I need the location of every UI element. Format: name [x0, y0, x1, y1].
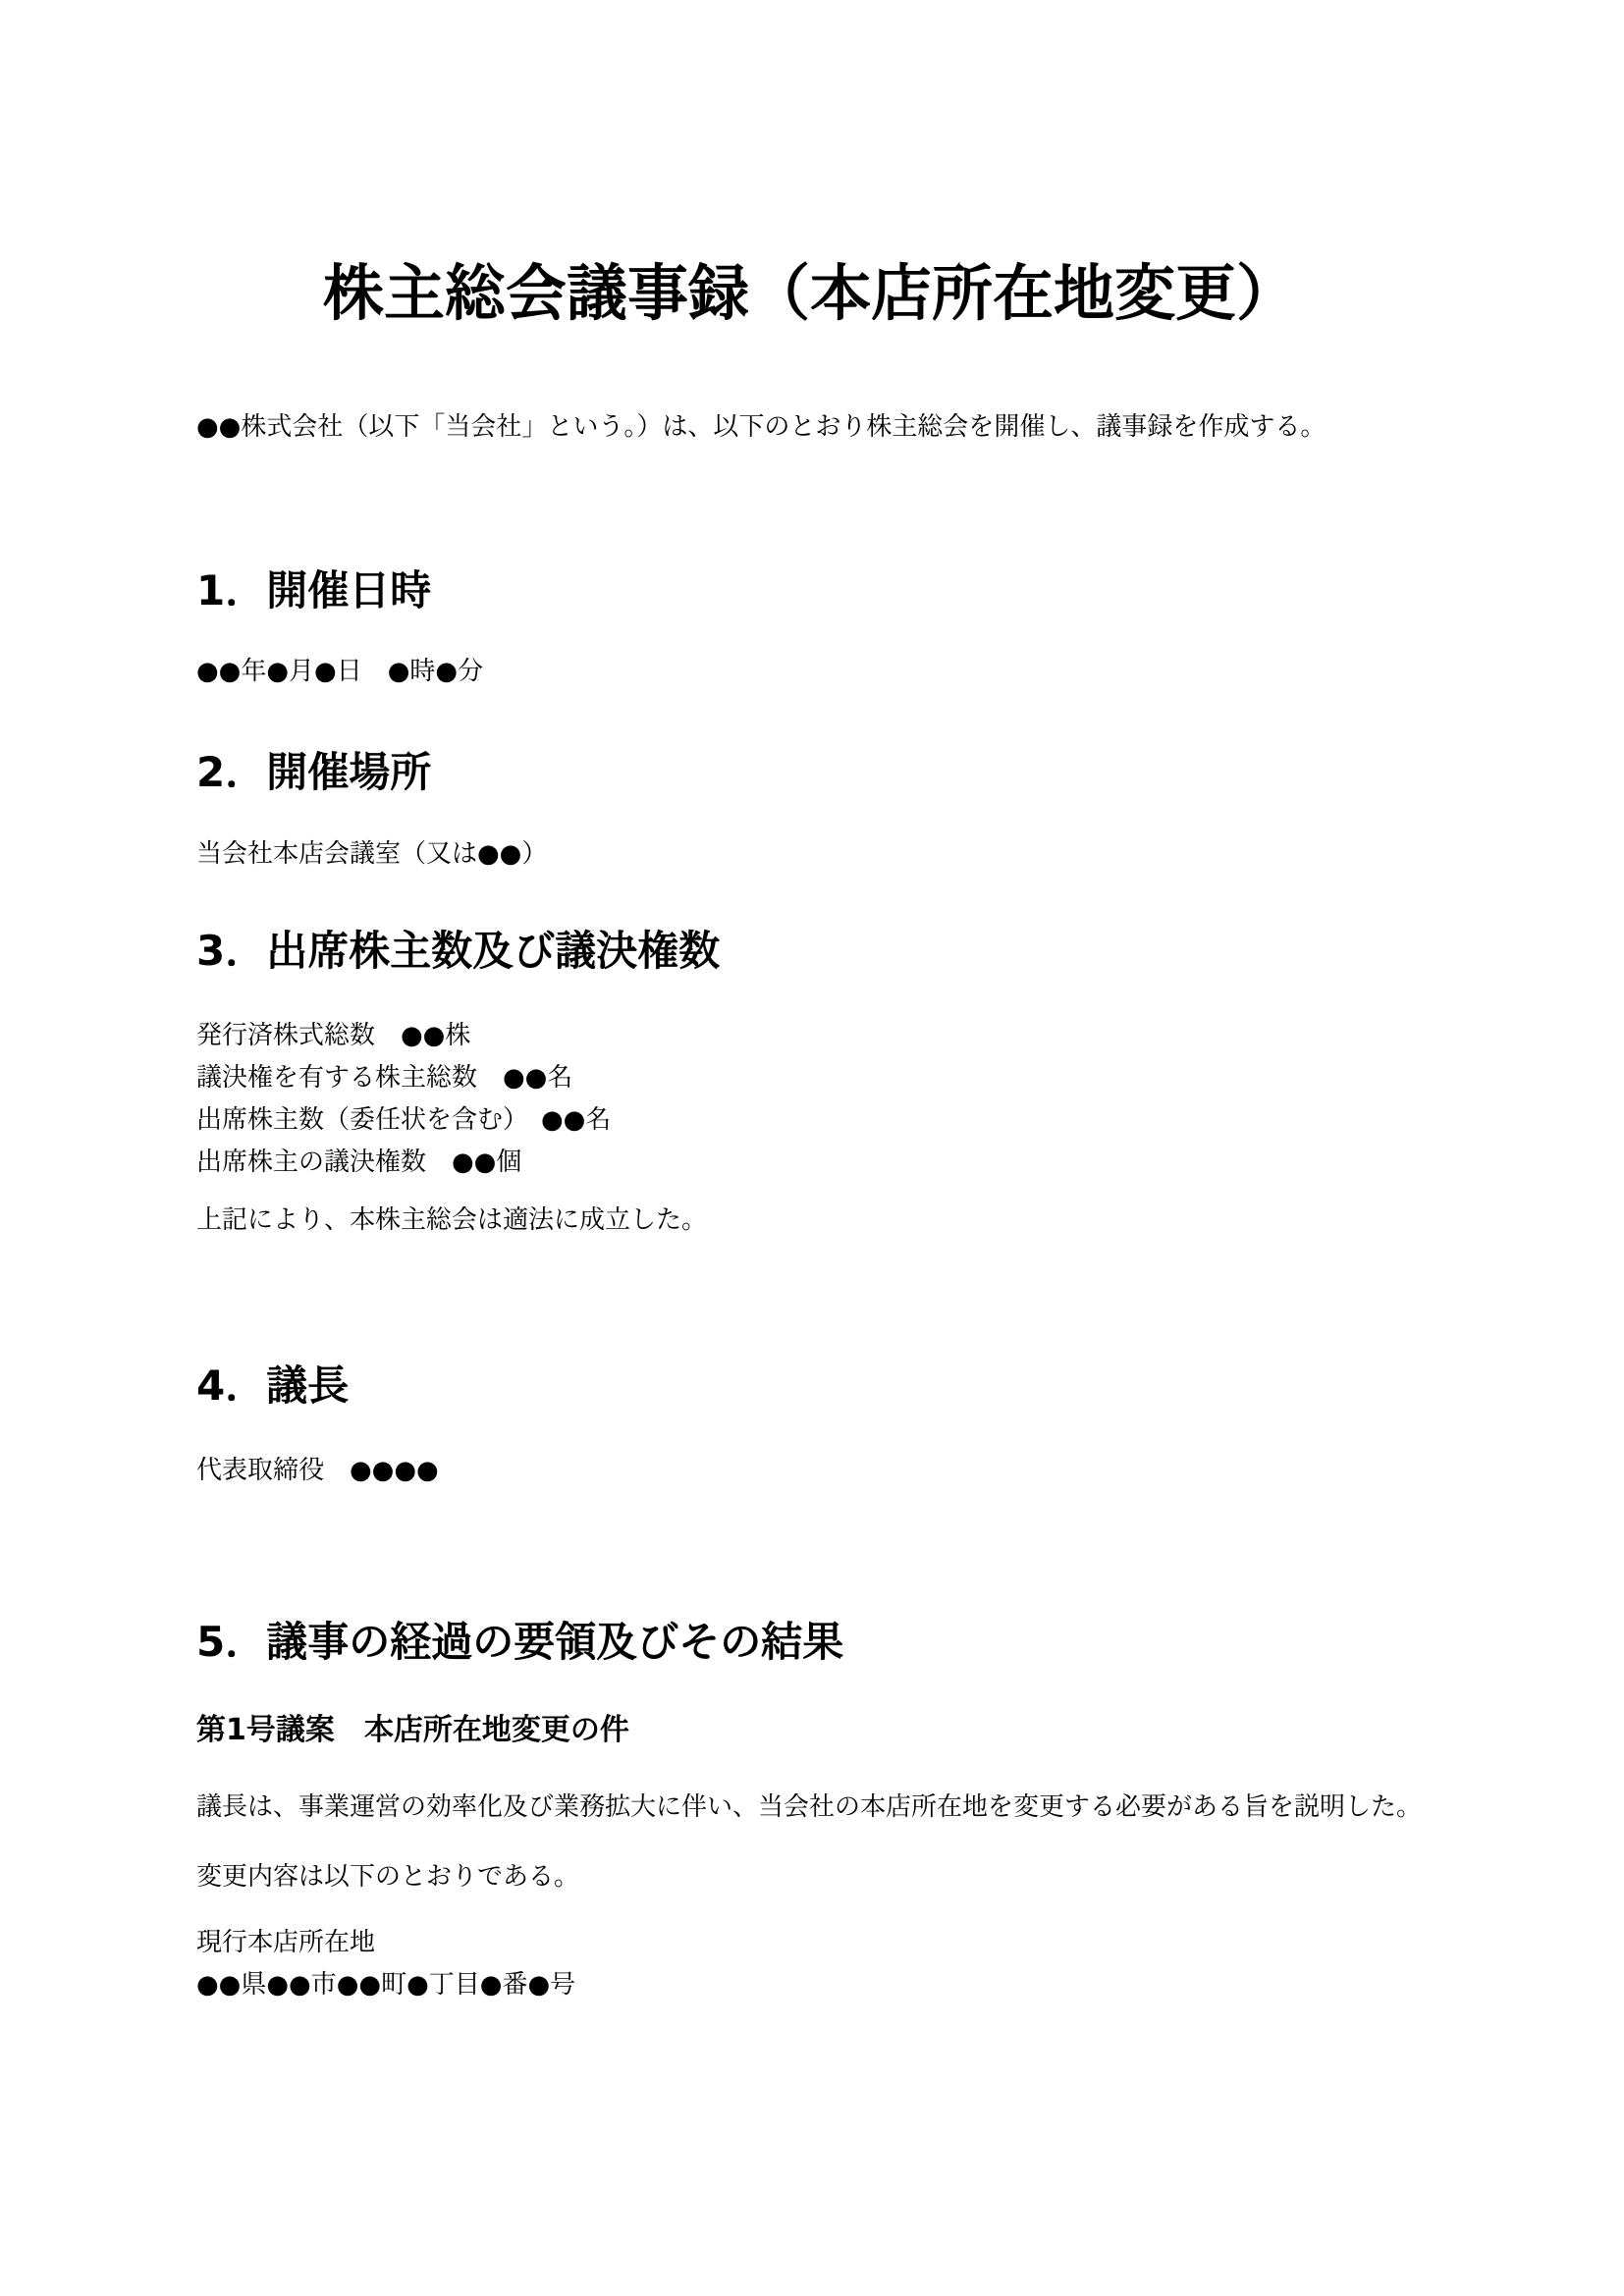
section-5-heading: 5．議事の経過の要領及びその結果 [196, 1617, 844, 1666]
stat-attending-voting-rights: 出席株主の議決権数 ●●個 [196, 1147, 522, 1177]
section-2-heading: 2．開催場所 [196, 747, 432, 796]
section-3-conclusion: 上記により、本株主総会は適法に成立した。 [196, 1204, 708, 1235]
stat-voting-shareholders: 議決権を有する株主総数 ●●名 [196, 1063, 573, 1094]
agenda-1-explanation: 議長は、事業運営の効率化及び業務拡大に伴い、当会社の本店所在地を変更する必要がある旨を説明した。 [196, 1791, 1423, 1822]
stat-attending-shareholders: 出席株主数（委任状を含む） ●●名 [196, 1105, 612, 1136]
section-1-heading: 1．開催日時 [196, 566, 432, 615]
current-address-label: 現行本店所在地 [196, 1927, 376, 1957]
agenda-1-change-note: 変更内容は以下のとおりである。 [196, 1861, 580, 1892]
section-1-datetime: ●●年●月●日 ●時●分 [196, 656, 484, 686]
section-3-heading: 3．出席株主数及び議決権数 [196, 926, 721, 975]
intro-paragraph: ●●株式会社（以下「当会社」という。）は、以下のとおり株主総会を開催し、議事録を作成する。 [196, 412, 1326, 443]
section-4-chairman: 代表取締役 ●●●● [196, 1456, 439, 1486]
document-title: 株主総会議事録（本店所在地変更） [322, 257, 1297, 329]
agenda-1-heading: 第1号議案 本店所在地変更の件 [196, 1713, 629, 1748]
section-3-stats-block [196, 1015, 1424, 1184]
stat-total-shares: 発行済株式総数 ●●株 [196, 1021, 471, 1051]
current-address-value: ●●県●●市●●町●丁目●番●号 [196, 1969, 576, 2000]
section-4-heading: 4．議長 [196, 1361, 350, 1410]
section-2-venue: 当会社本店会議室（又は●●） [196, 838, 548, 869]
current-address-block [196, 1922, 1424, 2006]
